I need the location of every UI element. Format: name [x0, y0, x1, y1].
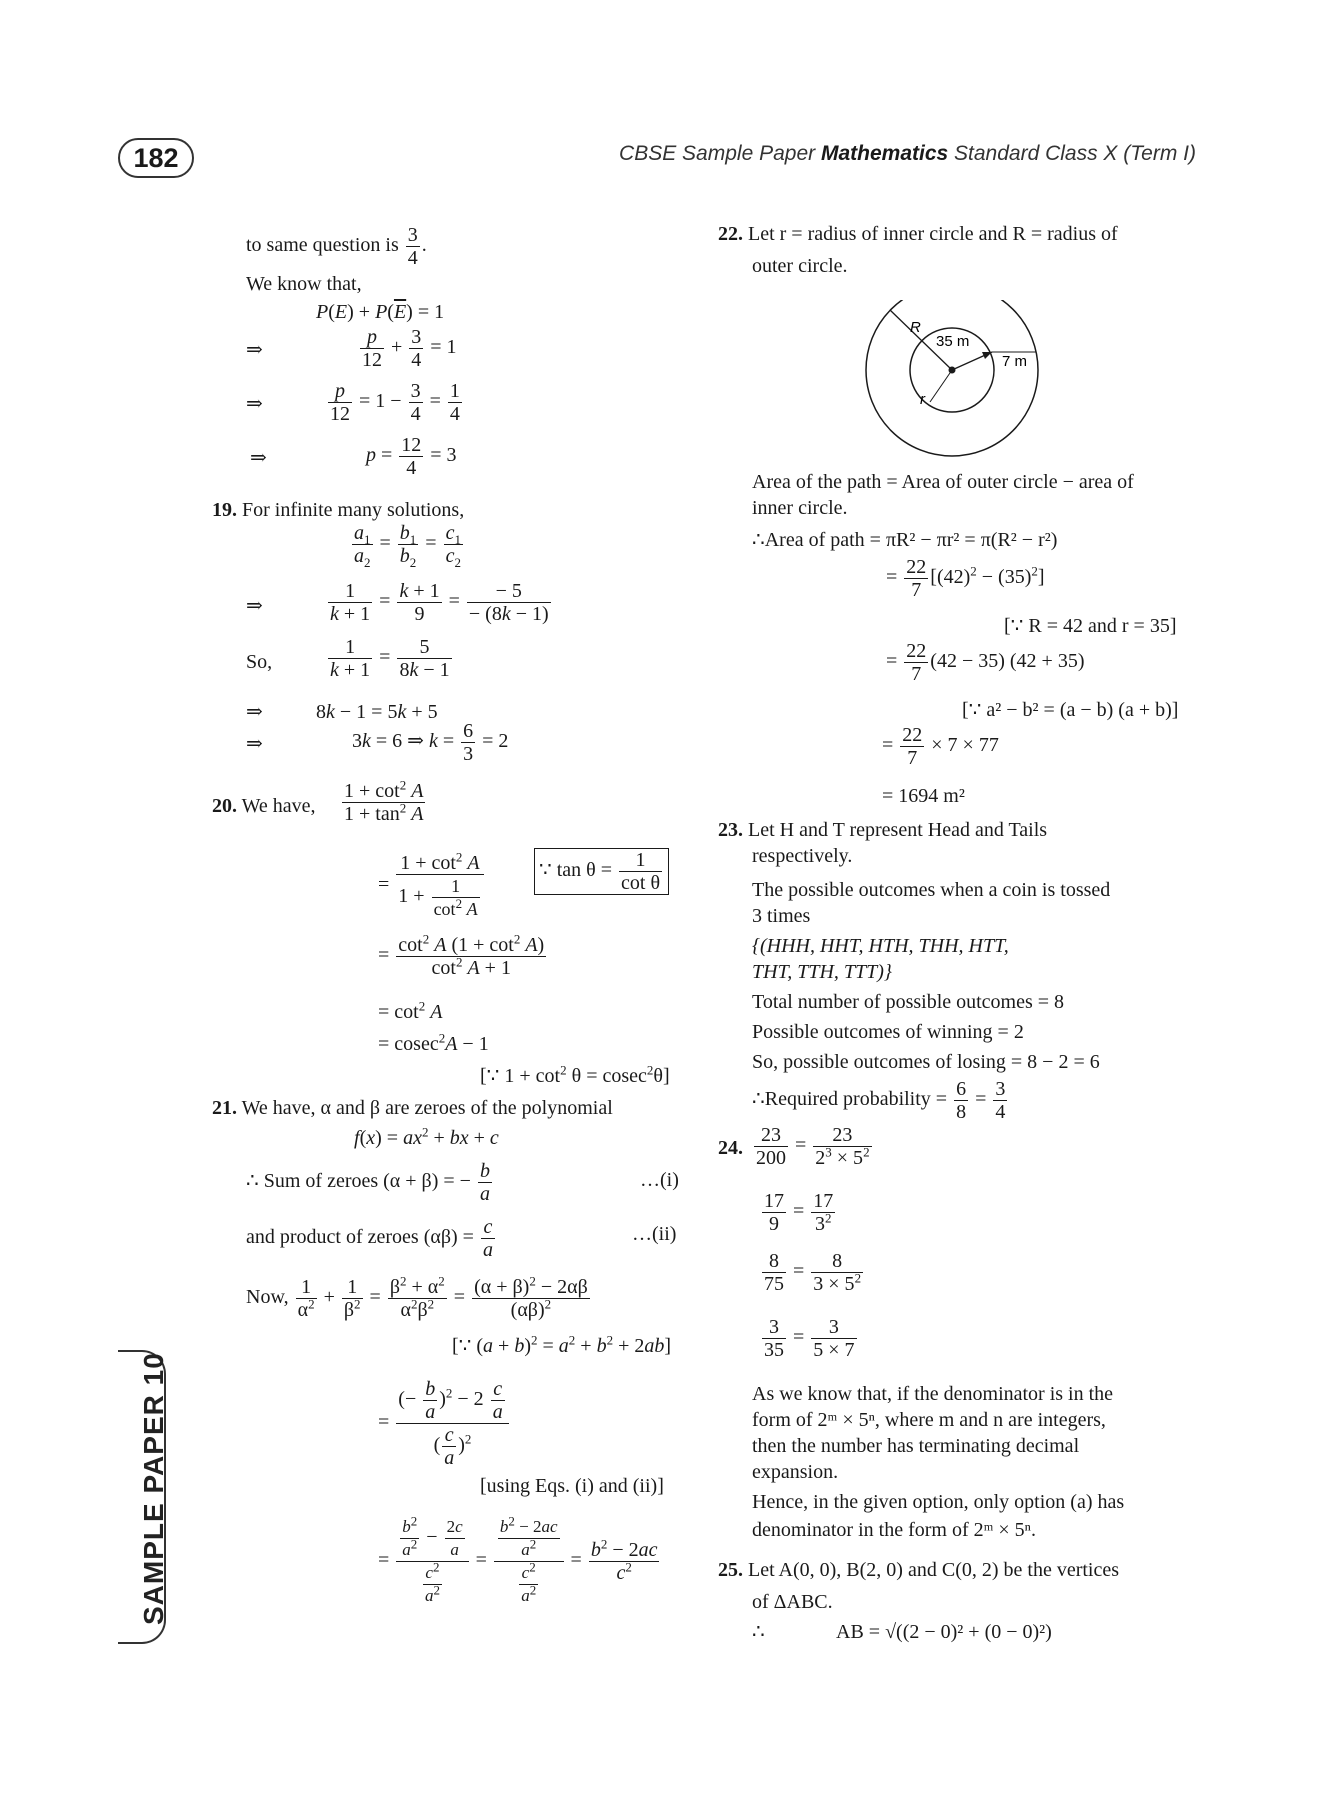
- running-header: CBSE Sample Paper Mathematics Standard Class X (Term I): [619, 142, 1196, 165]
- q21-product: and product of zeroes (αβ) = $\frac{c}{a}$: [246, 1216, 493, 1261]
- q20-step4: = cosec$^2$A − 1: [378, 1030, 489, 1055]
- q21-step2: = $\frac{b^2}{a^2}$ − $\frac{2c}{a}$ $\frac{c^2}{a^2}$ = $\frac{b^2 - 2ac}{a^2}$ $\frac{c^2}{a^2}$ = $\frac{b^2 - 2ac}{c^2}$: [378, 1513, 658, 1605]
- eq-label-i: …(i): [640, 1169, 679, 1191]
- implies-symbol: ⇒: [246, 393, 263, 415]
- q23-line7: Total number of possible outcomes = 8: [752, 991, 1065, 1013]
- page-number: 182: [118, 138, 194, 178]
- area-formula: ∴Area of path = πR² − πr² = π(R² − r²): [752, 529, 1058, 551]
- implies-symbol: ⇒: [250, 447, 267, 469]
- q20-hint1: ∵ tan θ = $\frac{1}{\text{cot θ}}$: [534, 848, 669, 895]
- q23-probability: ∴Required probability = $\frac{6}{8}$ = $\frac{3}{4}$: [752, 1078, 1006, 1123]
- q19-heading: 19. For infinite many solutions,: [212, 499, 465, 521]
- q18-step4: p = $\frac{12}{4}$ = 3: [366, 434, 457, 479]
- q23-line3: The possible outcomes when a coin is tossed: [752, 879, 1111, 901]
- area-step1: = $\frac{22}{7}$ $[(42)^2 - (35)^2]$: [886, 556, 1045, 601]
- q23-line8: Possible outcomes of winning = 2: [752, 1021, 1024, 1043]
- q21-hint: [∵ $(a + b)^2 = a^2 + b^2 + 2ab$]: [452, 1332, 672, 1357]
- eq-label-ii: …(ii): [632, 1223, 677, 1245]
- q18-step1: $P(E) + P(\overline{E}) = 1$: [316, 301, 445, 323]
- q24-text2: form of 2ᵐ × 5ⁿ, where m and n are integers,: [752, 1409, 1106, 1431]
- R-label: R: [910, 319, 921, 336]
- q25-line1: 25. Let A(0, 0), B(2, 0) and C(0, 2) be the vertices: [718, 1559, 1120, 1581]
- inner-radius-label: 35 m: [936, 333, 970, 350]
- q20-hint2: [∵ $1 + \cot^2 \theta = cosec^2\theta$]: [480, 1062, 670, 1087]
- q24-text6: denominator in the form of 2ᵐ × 5ⁿ.: [752, 1519, 1036, 1541]
- q22-line2: outer circle.: [752, 255, 848, 277]
- since-R-hint: [∵ R = 42 and r = 35]: [1004, 615, 1177, 637]
- q20-expr: $\frac{1 + \cot^2 A}{1 + \tan^2 A}$: [344, 777, 424, 825]
- q18-continuation: to same question is $\frac{3}{4}$ .: [246, 224, 427, 269]
- q23-line1: 23. Let H and T represent Head and Tails: [718, 819, 1048, 841]
- q25-AB: AB = √((2 − 0)² + (0 − 0)²): [836, 1621, 1052, 1643]
- side-tab-label: SAMPLE PAPER 10: [138, 1352, 169, 1625]
- q24-frac3: $\frac{8}{75}$ = $\frac{8}{3 \times 5^2}$: [764, 1250, 862, 1295]
- q24-frac2: $\frac{17}{9}$ = $\frac{17}{3^2}$: [764, 1190, 834, 1235]
- q24-text4: expansion.: [752, 1461, 839, 1483]
- concentric-circles-diagram: [860, 300, 1050, 480]
- q24-text3: then the number has terminating decimal: [752, 1435, 1080, 1457]
- using-eqs-text: [using Eqs. (i) and (ii)]: [480, 1475, 664, 1497]
- q20-step2: = $\frac{\cot^2 A (1 + \cot^2 A)}{\cot^2 A + 1}$: [378, 931, 545, 979]
- implies-symbol: ⇒: [246, 701, 263, 723]
- q20-step3: = $\cot^2 A$: [378, 998, 443, 1023]
- q21-poly: $f(x) = ax^2$ + bx + c: [354, 1124, 499, 1149]
- area-step2: = $\frac{22}{7}$ (42 − 35) (42 + 35): [886, 640, 1085, 685]
- arrow-head: [982, 352, 992, 359]
- q23-line9: So, possible outcomes of losing = 8 − 2 = 6: [752, 1051, 1100, 1073]
- q21-sum: ∴ Sum of zeroes (α + β) = − $\frac{b}{a}$: [246, 1160, 490, 1205]
- gap-label: 7 m: [1002, 353, 1028, 370]
- q22-line1: 22. Let r = radius of inner circle and R = radius of: [718, 223, 1118, 245]
- so-text: So,: [246, 651, 273, 673]
- area-result: = 1694 m²: [882, 785, 965, 807]
- q23-outcomes-1: {(HHH, HHT, HTH, THH, HTT,: [752, 935, 1009, 957]
- q18-step3: $\frac{p}{12}$ = 1 − $\frac{3}{4}$ = $\frac{1}{4}$: [330, 380, 460, 425]
- q24-frac4: $\frac{3}{35}$ = $\frac{3}{5 \times 7}$: [764, 1316, 855, 1361]
- q19-ratio: $\frac{a_1}{a_2}$ = $\frac{b_1}{b_2}$ = $\frac{c_1}{c_2}$: [354, 522, 461, 570]
- q23-outcomes-2: THT, TTH, TTT)}: [752, 961, 892, 983]
- q25-line2: of ΔABC.: [752, 1591, 833, 1613]
- implies-symbol: ⇒: [246, 733, 263, 755]
- q24-frac1: $\frac{23}{200}$ = $\frac{23}{2^3 \times 5^2}$: [756, 1124, 870, 1169]
- q19-step3: 8k − 1 = 5k + 5: [316, 701, 438, 723]
- q24-text1: As we know that, if the denominator is in the: [752, 1383, 1114, 1405]
- q21-now: Now, $\frac{1}{\alpha^2}$ + $\frac{1}{\beta^2}$ = $\frac{\beta^2 + \alpha^2}{\alpha^2\beta^2}$ = $\frac{(\alpha + \beta)^2 - 2\alpha\beta}{(\alpha\beta)^2}$: [246, 1273, 588, 1321]
- q24-label: 24.: [718, 1137, 743, 1159]
- area-text2: inner circle.: [752, 497, 848, 519]
- q20-step1: = $1 + \cot^2 A$ 1 + $\frac{1}{\cot^2 A}$: [378, 852, 486, 920]
- r-label: r: [920, 391, 925, 408]
- q18-step2: $\frac{p}{12}$ + $\frac{3}{4}$ = 1: [362, 326, 457, 371]
- q21-step1: = (− $\frac{b}{a}$ )$^2$ − 2 $\frac{c}{a}$ ( $\frac{c}{a}$ )$^2$: [378, 1378, 511, 1469]
- therefore-symbol: ∴: [752, 1621, 765, 1643]
- q24-text5: Hence, in the given option, only option (a) has: [752, 1491, 1125, 1513]
- q21-heading: 21. We have, α and β are zeroes of the polynomial: [212, 1097, 613, 1119]
- area-step3: = $\frac{22}{7}$ × 7 × 77: [882, 724, 999, 769]
- q19-step2: $\frac{1}{k + 1}$ = $\frac{5}{8k - 1}$: [330, 636, 450, 681]
- q23-line2: respectively.: [752, 845, 853, 867]
- q20-heading: 20. We have,: [212, 795, 316, 817]
- identity-hint: [∵ a² − b² = (a − b) (a + b)]: [962, 699, 1179, 721]
- r-line: [930, 370, 952, 402]
- q23-line4: 3 times: [752, 905, 811, 927]
- area-text1: Area of the path = Area of outer circle − area of: [752, 471, 1134, 493]
- implies-symbol: ⇒: [246, 339, 263, 361]
- q19-step4: 3k = 6 ⇒ k = $\frac{6}{3}$ = 2: [352, 720, 509, 765]
- outer-circle: [866, 300, 1038, 456]
- q19-step1: $\frac{1}{k + 1}$ = $\frac{k + 1}{9}$ = $\frac{- 5}{- (8k - 1)}$: [330, 580, 549, 625]
- implies-symbol: ⇒: [246, 595, 263, 617]
- we-know-text: We know that,: [246, 273, 362, 295]
